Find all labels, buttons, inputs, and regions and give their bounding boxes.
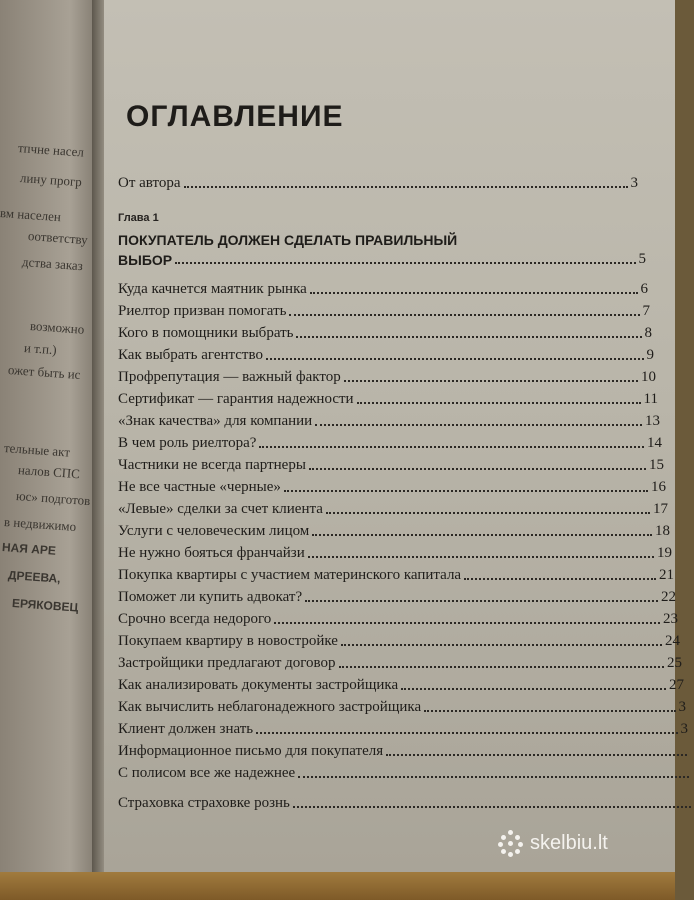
watermark-text: skelbiu.lt [530, 831, 608, 854]
left-text-line: ДРЕЕВА, [7, 568, 62, 586]
left-text-line: юс» подготов [15, 488, 91, 509]
toc-entry-page: 9 [646, 347, 654, 363]
toc-row [118, 342, 654, 364]
left-text-line: ожет быть ис [7, 362, 82, 383]
toc-entry-title: Куда качнется маятник рынка [118, 281, 307, 297]
toc-entry-title: Кого в помощники выбрать [118, 325, 294, 341]
left-text-line: вм населен [0, 205, 62, 225]
toc-row [118, 606, 678, 628]
toc-entry-page: 3 [630, 175, 638, 191]
toc-row [118, 738, 690, 760]
toc-entry-title: Клиент должен знать [118, 721, 254, 737]
toc-entry-title: Как анализировать документы застройщика [118, 677, 399, 693]
toc-entry-title: Не нужно бояться франчайзи [118, 545, 305, 561]
toc-entry-page: 23 [663, 611, 678, 627]
dot-leader [386, 754, 687, 756]
toc-entry-title: Покупка квартиры с участием материнского капитала [118, 567, 462, 583]
toc-entry-title: Услуги с человеческим лицом [118, 523, 310, 539]
toc-row [118, 760, 692, 782]
toc-entry-title: «Левые» сделки за счет клиента [118, 501, 323, 517]
toc-row [118, 430, 662, 452]
toc-row [118, 474, 666, 496]
left-text-line: в недвижимо [3, 514, 77, 535]
toc-row [118, 790, 694, 812]
toc-row [118, 584, 676, 606]
toc-entry-title: Сертификат — гарантия надежности [118, 391, 354, 407]
toc-entry-title: Страховка страховке рознь [118, 795, 290, 811]
dot-leader [305, 600, 658, 602]
toc-entry-page: 24 [665, 633, 680, 649]
left-text-line: налов СПС [17, 462, 81, 482]
toc-entry-title: Как вычислить неблагонадежного застройщика [118, 699, 422, 715]
toc-entry-page: 3 [678, 699, 686, 715]
toc-entry-title: Как выбрать агентство [118, 347, 263, 363]
dot-leader [401, 688, 666, 690]
chapter-title-line: ПОКУПАТЕЛЬ ДОЛЖЕН СДЕЛАТЬ ПРАВИЛЬНЫЙ [118, 232, 458, 248]
toc-row [118, 716, 688, 738]
toc-row [118, 650, 682, 672]
dot-leader [341, 644, 662, 646]
toc-row [118, 386, 658, 408]
toc-entry-page: 16 [651, 479, 666, 495]
toc-row [118, 540, 672, 562]
toc-row [118, 408, 660, 430]
toc-entry-page: 17 [653, 501, 668, 517]
toc-entry-page: 27 [669, 677, 684, 693]
toc-row [118, 518, 670, 540]
toc-row [118, 320, 652, 342]
toc-entry-page: 11 [643, 391, 658, 407]
toc-entry-title: Срочно всегда недорого [118, 611, 272, 627]
dot-leader [315, 424, 642, 426]
left-text-line: и т.п.) [23, 340, 58, 358]
toc-entry-title: Риелтор призван помогать [118, 303, 287, 319]
dot-leader [464, 578, 656, 580]
toc-row [118, 496, 668, 518]
toc-row [118, 452, 664, 474]
toc-entry-page: 25 [667, 655, 682, 671]
toc-entry-page: 18 [655, 523, 670, 539]
toc-row [118, 628, 680, 650]
dot-leader [312, 534, 652, 536]
left-text-line: ЕРЯКОВЕЦ [11, 596, 79, 615]
left-text-line: лину прогр [19, 170, 83, 190]
toc-entry-title: С полисом все же надежнее [118, 765, 296, 781]
toc-entry-title: Поможет ли купить адвокат? [118, 589, 303, 605]
toc-entry-page: 19 [657, 545, 672, 561]
toc-row [118, 364, 656, 386]
dot-leader [184, 186, 628, 188]
toc-entry-page: 3 [680, 721, 688, 737]
dot-leader [259, 446, 644, 448]
chapter-label: Глава 1 [118, 212, 159, 224]
wooden-surface [0, 872, 675, 900]
toc-entry-page: 13 [645, 413, 660, 429]
toc-entry-page: 7 [642, 303, 650, 319]
toc-row [118, 276, 648, 298]
toc-entry-title: В чем роль риелтора? [118, 435, 257, 451]
left-text-line: НАЯ АРЕ [1, 540, 57, 558]
dot-leader [310, 292, 638, 294]
chapter-title-row [118, 246, 646, 268]
dot-leader [424, 710, 675, 712]
dot-leader [266, 358, 644, 360]
toc-entry-page: 10 [641, 369, 656, 385]
dot-leader [293, 806, 691, 808]
toc-entry-title: От автора [118, 175, 181, 191]
dot-leader [357, 402, 641, 404]
toc-entry-title: Частники не всегда партнеры [118, 457, 306, 473]
dot-leader [296, 336, 641, 338]
toc-entry-title: Профрепутация — важный фактор [118, 369, 341, 385]
dot-leader [344, 380, 638, 382]
toc-row [118, 694, 686, 716]
watermark [498, 830, 608, 856]
toc-entry-page: 22 [661, 589, 676, 605]
dot-leader [256, 732, 677, 734]
dot-leader [175, 262, 635, 264]
toc-entry-page: 15 [649, 457, 664, 473]
dot-leader [289, 314, 639, 316]
left-page [0, 0, 100, 900]
toc-intro-row [118, 170, 638, 192]
toc-entry-page: 8 [644, 325, 652, 341]
dot-leader [339, 666, 664, 668]
toc-row [118, 562, 674, 584]
dot-leader [298, 776, 689, 778]
dot-leader [284, 490, 648, 492]
toc-entry-title: «Знак качества» для компании [118, 413, 313, 429]
left-text-line: тельные акт [3, 440, 71, 460]
page-title: ОГЛАВЛЕНИЕ [126, 100, 344, 133]
left-text-line: возможно [29, 318, 85, 337]
dot-leader [274, 622, 660, 624]
left-text-line: тпчне насел [17, 140, 85, 160]
toc-row [118, 672, 684, 694]
toc-page [104, 0, 688, 900]
toc-entry-title: Покупаем квартиру в новостройке [118, 633, 338, 649]
dot-leader [309, 468, 646, 470]
toc-row [118, 298, 650, 320]
toc-entry-page: 6 [640, 281, 648, 297]
dot-leader [308, 556, 654, 558]
toc-entry-title: Информационное письмо для покупателя [118, 743, 384, 759]
left-text-line: оответству [27, 228, 89, 248]
left-text-line: дства заказ [21, 254, 84, 274]
toc-entry-page: 21 [659, 567, 674, 583]
toc-entry-page: 14 [647, 435, 662, 451]
toc-entry-page: 5 [638, 251, 646, 267]
dot-leader [326, 512, 650, 514]
chapter-title-line: ВЫБОР [118, 252, 173, 268]
dots-logo-icon [498, 830, 524, 856]
toc-entry-title: Застройщики предлагают договор [118, 655, 336, 671]
toc-entry-title: Не все частные «черные» [118, 479, 281, 495]
